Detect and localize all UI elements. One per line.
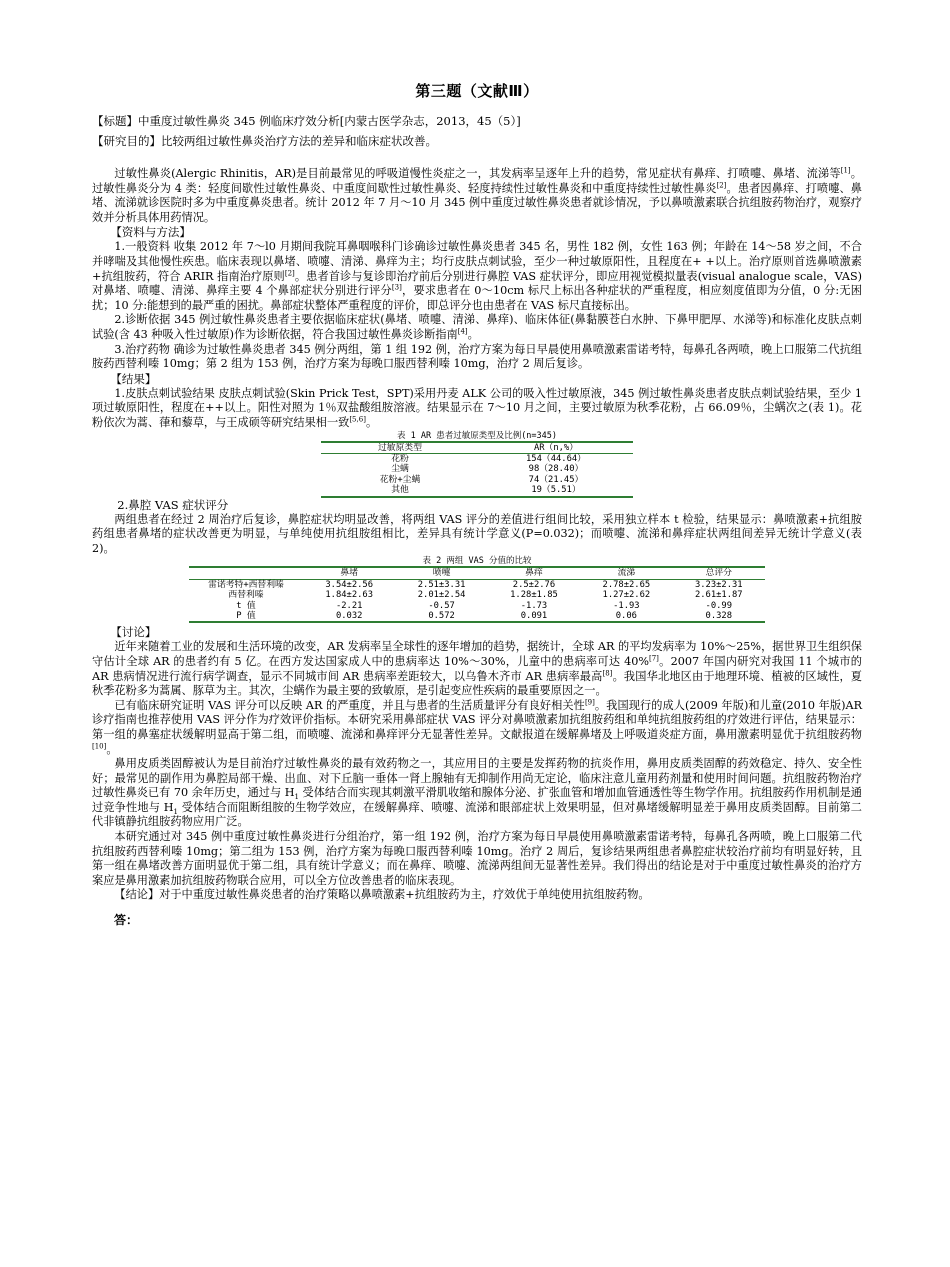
table1-cell: 尘螨	[391, 464, 409, 475]
conclusion-paragraph: 【结论】对于中重度过敏性鼻炎患者的治疗策略以鼻喷激素+抗组胺药为主，疗效优于单纯使用抗组胺药物。	[114, 888, 650, 902]
table2-cell: 2.51±3.31	[417, 579, 466, 590]
table-row	[189, 611, 765, 622]
intro-paragraph: 过敏性鼻炎(Alergic Rhinitis，AR)是目前最常见的呼吸道慢性炎症之一，其发病率呈逐年上升的趋势，常见症状有鼻痒、打喷嚏、鼻堵、流涕等[1]。过敏性鼻炎分为 4 类：轻度间歇性过敏性鼻炎、中重度间歇性过敏性鼻炎、轻度持续性过敏性鼻炎和中重度持续性过敏性鼻炎[2]。患者因鼻痒、打喷嚏、鼻堵、流涕就诊医院时多为中重度鼻炎患者。统计 2012 年 7 月～10 月 345 例中重度过敏性鼻炎患者就诊情况，予以鼻喷激素联合抗组胺药物治疗，观察疗效并分析具体用药情况。	[92, 166, 862, 224]
results-vas-title: 2.鼻腔 VAS 症状评分	[117, 497, 229, 512]
table1-cell: 74（21.45）	[528, 474, 584, 485]
table2-cell: 0.328	[673, 611, 765, 622]
table2-cell: -0.57	[428, 600, 455, 611]
methods-general-paragraph: 1.一般资料 收集 2012 年 7～l0 月期间我院耳鼻咽喉科门诊确诊过敏性鼻炎患者 345 名，男性 182 例，女性 163 例；年龄在 14～58 岁之间，不合并哮喘及其他慢性疾患。临床表现以鼻堵、喷嚏、清涕、鼻痒为主；均行皮肤点刺试验，至少一种过敏原阳性，且程度在+ +以上。治疗原则首选鼻喷激素+抗组胺药，符合 ARIR 指南治疗原则[2]。患者首诊与复诊即治疗前后分别进行鼻腔 VAS 症状评分，即应用视觉模拟量表(visual analogue scale，VAS)对鼻堵、喷嚏、清涕、鼻痒主要 4 个鼻部症状分别进行评分[3]，要求患者在 0～10cm 标尺上标出各种症状的严重程度，相应刻度值即为分值，0 分:无困扰；10 分:能想到的最严重的困扰。鼻部症状整体严重程度的评价，即总评分也由患者在 VAS 标尺直接标出。	[92, 240, 862, 312]
table2-cell: 2.78±2.65	[602, 579, 651, 590]
table2-header-cell: 总评分	[673, 567, 765, 579]
results-header: 【结果】	[110, 371, 157, 386]
methods-diagnosis-paragraph: 2.诊断依据 345 例过敏性鼻炎患者主要依据临床症状(鼻堵、喷嚏、清涕、鼻痒)、临床体征(鼻黏膜苍白水肿、下鼻甲肥厚、水涕等)和标准化皮肤点刺试验(含 43 种吸入性过敏原)作为诊断依据，符合我国过敏性鼻炎诊断指南[4]。	[92, 313, 862, 341]
table2-header-cell: 鼻痒	[488, 567, 580, 579]
table2-cell: 3.54±2.56	[325, 579, 374, 590]
table1-cell: 花粉+尘螨	[379, 474, 421, 485]
table2-cell: 0.06	[580, 611, 672, 622]
table2-cell: t 值	[236, 600, 256, 611]
article-title-line: 【标题】中重度过敏性鼻炎 345 例临床疗效分析[内蒙古医学杂志，2013，45（5）]	[92, 114, 521, 128]
table2-cell: 3.23±2.31	[694, 579, 743, 590]
research-purpose-line: 【研究目的】比较两组过敏性鼻炎治疗方法的差异和临床症状改善。	[92, 134, 437, 148]
table2-cell: 2.01±2.54	[417, 590, 466, 601]
table2-header-cell: 流涕	[580, 567, 672, 579]
table2-header-cell: 鼻堵	[303, 567, 395, 579]
table1-cell: 19（5.51）	[479, 485, 633, 496]
table2-cell: 0.572	[395, 611, 487, 622]
results-spt-paragraph: 1.皮肤点刺试验结果 皮肤点刺试验(Skin Prick Test，SPT)采用丹麦 ALK 公司的吸入性过敏原液，345 例过敏性鼻炎患者皮肤点刺试验结果，至少 1 项过敏原阳性，程度在++以上。阳性对照为 1％双盐酸组胺溶液。结果显示在 7～10 月之间，主要过敏原为秋季花粉，占 66.09％，尘螨次之(表 1)。花粉依次为蒿、葎和藜草，与王成硕等研究结果相一致[5,6]。	[92, 386, 862, 429]
table-row	[321, 485, 633, 496]
table2-cell: P 值	[189, 611, 303, 622]
table2-cell: 2.61±1.87	[694, 590, 743, 601]
discussion-paragraph-1: 近年来随着工业的发展和生活环境的改变，AR 发病率呈全球性的逐年增加的趋势，据统计，全球 AR 的平均发病率为 10%～25%，据世界卫生组织保守估计全球 AR 的患者约有 5 亿。在西方发达国家成人中的患病率达 10%～30%，儿童中的患病率可达 40%[7]。2007 年国内研究对我国 11 个城市的 AR 患病情况进行流行病学调查，显示不同城市间 AR 患病率差距较大，以乌鲁木齐市 AR 患病率最高[8]。我国华北地区由于地理环境、植被的区域性，夏秋季花粉多为蒿属、豚草为主。其次，尘螨作为最主要的致敏原，是引起变应性疾病的最重要原因之一。	[92, 640, 862, 698]
table2-cell: 0.032	[303, 611, 395, 622]
table-row	[321, 453, 633, 464]
methods-drug-paragraph: 3.治疗药物 确诊为过敏性鼻炎患者 345 例分两组，第 1 组 192 例，治疗方案为每日早晨使用鼻喷激素雷诺考特，每鼻孔各两喷，晚上口服第二代抗组胺药西替利嗪 10mg；第 2 组为 153 例，治疗方案为每晚口服西替利嗪 10mg，治疗 2 周后复诊。	[92, 342, 862, 371]
table-row	[321, 464, 633, 474]
discussion-paragraph-3: 鼻用皮质类固醇被认为是目前治疗过敏性鼻炎的最有效药物之一，其应用目的主要是发挥药物的抗炎作用，鼻用皮质类固醇的药效稳定、持久、安全性好；最常见的副作用为鼻腔局部干燥、出血、对下丘脑一垂体一肾上腺轴有无抑制作用尚无定论，临床注意儿童用药剂量和使用时间问题。抗组胺药物治疗过敏性鼻炎已有 70 余年历史，通过与 $H_1$ 受体结合而实现其刺激平滑肌收缩和腺体分泌、扩张血管和增加血管通透性等生物学作用。抗组胺药作用机制是通过竞争性地与 $H_1$ 受体结合而阻断组胺的生物学效应，在缓解鼻痒、喷嚏、流涕和眼部症状上效果明显，但对鼻堵缓解明显差于鼻用皮质类固醇。目前第二代非镇静抗组胺药物应用广泛。	[92, 757, 862, 829]
methods-header: 【资料与方法】	[110, 225, 191, 240]
discussion-paragraph-4: 本研究通过对 345 例中重度过敏性鼻炎进行分组治疗，第一组 192 例，治疗方案为每日早晨使用鼻喷激素雷诺考特，每鼻孔各两喷，晚上口服第二代抗组胺药西替利嗪 10mg；第二组为 153 例，治疗方案为每晚口服西替利嗪 10mg。治疗 2 周后，复诊结果两组患者鼻腔症状较治疗前均有明显好转，且第一组在鼻堵改善方面明显优于第二组，具有统计学意义；而在鼻痒、喷嚏、流涕两组间无显著性差异。我们得出的结论是对于中重度过敏性鼻炎的治疗方案应是鼻用激素加抗组胺药物联合应用，可以全方位改善患者的临床表现。	[92, 830, 862, 887]
table2-cell: 2.5±2.76	[512, 579, 556, 590]
table1-cell: 154（44.64）	[526, 453, 586, 464]
table2-cell: -1.73	[520, 600, 548, 611]
table1-cell: 其他	[321, 485, 479, 496]
table2-header-cell	[189, 567, 303, 579]
table-row	[189, 590, 765, 600]
table2-header-cell: 喷嚏	[395, 567, 487, 579]
table2-cell: 1.84±2.63	[325, 590, 374, 601]
table-row	[321, 475, 633, 485]
table2-cell: -1.93	[613, 600, 640, 611]
answer-label: 答：	[114, 913, 139, 928]
table1-header-cell: 过敏原类型	[321, 442, 479, 454]
table2-caption: 表 2 两组 VAS 分值的比较	[422, 556, 532, 567]
discussion-header: 【讨论】	[110, 625, 157, 640]
table1-cell: 98（28.40）	[528, 464, 584, 475]
spacer	[92, 151, 862, 167]
discussion-paragraph-2: 已有临床研究证明 VAS 评分可以反映 AR 的严重度，并且与患者的生活质量评分有良好相关性[9]。我国现行的成人(2009 年版)和儿童(2010 年版)AR 诊疗指南也推荐使用 VAS 评分作为疗效评价指标。本研究采用鼻部症状 VAS 评分对鼻喷激素加抗组胺药组和单纯抗组胺药组的疗效进行评估，结果显示：第一组的鼻塞症状缓解明显高于第二组，而喷嚏、流涕和鼻痒评分无显著性差异。文献报道在缓解鼻堵及上呼吸道炎症方面，鼻用激素明显优于抗组胺药物[10]。	[92, 697, 862, 756]
table2-cell: 1.28±1.85	[510, 590, 558, 601]
table-row	[189, 579, 765, 590]
table2-cell: 西替利嗪	[228, 590, 264, 601]
table1-cell: 花粉	[391, 453, 409, 464]
table1	[321, 441, 633, 498]
table2-cell: 0.091	[488, 611, 580, 622]
document-content	[92, 80, 862, 928]
table1-header-cell: AR（n,%）	[479, 442, 633, 454]
page-title: 第三题（文献Ⅲ）	[415, 82, 539, 100]
table2-cell: 1.27±2.62	[602, 590, 651, 601]
results-vas-paragraph: 两组患者在经过 2 周治疗后复诊，鼻腔症状均明显改善，将两组 VAS 评分的差值进行组间比较，采用独立样本 t 检验，结果显示：鼻喷激素+抗组胺药组患者鼻堵的症状改善更为明显，与单纯使用抗组胺组相比，差异具有统计学意义(P=0.032)；而喷嚏、流涕和鼻痒症状两组间差异无统计学意义(表 2)。	[92, 512, 862, 555]
table-row	[189, 601, 765, 611]
table2-cell: -2.21	[335, 600, 363, 611]
table2-cell: -0.99	[705, 600, 733, 611]
table1-caption: 表 1 AR 患者过敏原类型及比例(n=345)	[396, 430, 558, 441]
table2	[189, 566, 765, 623]
table2-cell: 雷诺考特+西替利嗪	[208, 579, 284, 590]
